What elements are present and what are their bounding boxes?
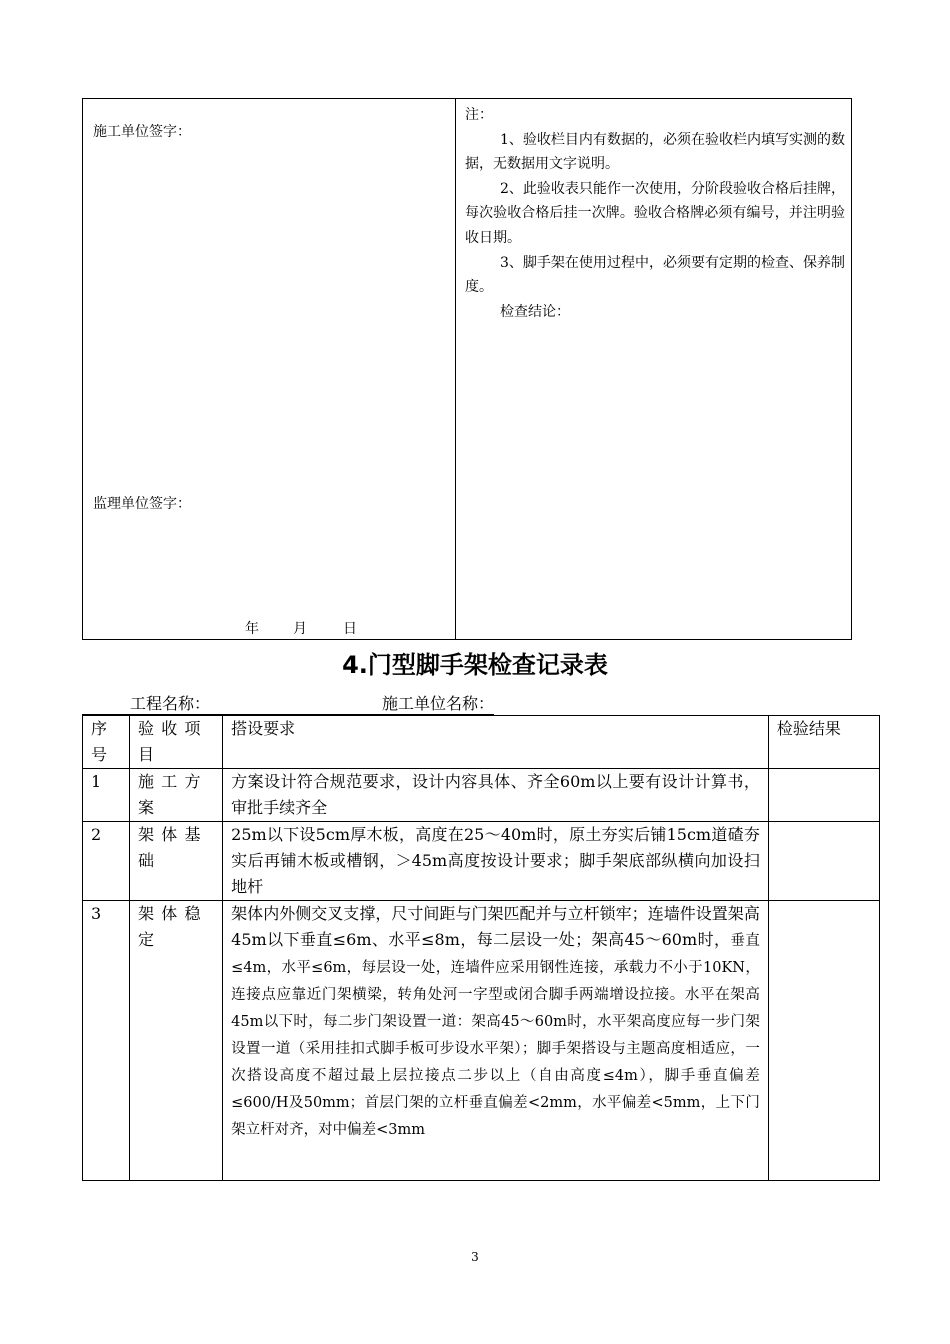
signature-notes-box: [82, 98, 852, 640]
project-name-label: 工程名称：: [82, 694, 336, 715]
row-result[interactable]: [768, 822, 879, 901]
contractor-name-label: 施工单位名称：: [336, 694, 494, 715]
table-header-row: [83, 716, 880, 769]
requirement-part-2: 垂直≤4m，水平≤6m，每层设一处，连墙件应采用钢性连接，承载力不小于10KN，连接点应靠近门架横梁，转角处河一字型或闭合脚手两端增设拉接。水平在架高45m以下时，每二步门架设置一道：架高45～60m时，水平架高度应每一步门架设置一道（采用挂扣式脚手板可步设水平架）；脚手架搭设与主题高度相适应，一次搭设高度不超过最上层拉接点二步以上（自由高度≤4m），脚手垂直偏差≤600/H及50mm；首层门架的立杆垂直偏差<2mm，水平偏差<5mm，上下门架立杆对齐，对中偏差<3mm: [231, 933, 760, 1138]
row-requirement: 25m以下设5cm厚木板，高度在25～40m时，原土夯实后铺15cm道碴夯实后再铺木板或槽钢，＞45m高度按设计要求；脚手架底部纵横向加设扫地杆: [223, 822, 769, 901]
row-no: 1: [83, 769, 130, 822]
table-row: [83, 822, 880, 901]
note-item-3: 3、脚手架在使用过程中，必须要有定期的检查、保养制度。: [465, 254, 845, 296]
notes-panel: [465, 103, 845, 324]
table-row: [83, 769, 880, 822]
row-requirement: 方案设计符合规范要求，设计内容具体、齐全60m以上要有设计计算书，审批手续齐全: [223, 769, 769, 822]
row-requirement: [223, 901, 769, 1181]
page-number: 3: [471, 1250, 479, 1264]
date-month-label: 月: [293, 621, 307, 637]
sign-date-row: [245, 620, 357, 638]
supervisor-sign-label: 监理单位签字：: [93, 496, 191, 512]
row-no: 2: [83, 822, 130, 901]
header-item: 验收项目: [130, 716, 223, 769]
notes-heading: 注：: [465, 107, 493, 123]
table-row: [83, 901, 880, 1181]
note-item-2: 2、此验收表只能作一次使用，分阶段验收合格后挂牌，每次验收合格后挂一次牌。验收合格牌必须有编号，并注明验收日期。: [465, 180, 845, 246]
row-item: 架体基础: [130, 822, 223, 901]
note-item-1: 1、验收栏目内有数据的，必须在验收栏内填写实测的数据，无数据用文字说明。: [465, 131, 845, 173]
project-info-line: [82, 694, 494, 715]
header-no: 序号: [83, 716, 130, 769]
inspection-table: [82, 715, 880, 1181]
header-result: 检验结果: [768, 716, 879, 769]
conclusion-label: 检查结论：: [500, 303, 570, 320]
row-result[interactable]: [768, 769, 879, 822]
header-requirement: 搭设要求: [223, 716, 769, 769]
date-day-label: 日: [343, 621, 357, 637]
row-result[interactable]: [768, 901, 879, 1181]
date-year-label: 年: [245, 621, 259, 637]
column-divider: [455, 99, 456, 639]
row-item: 架体稳定: [130, 901, 223, 1181]
section-title: 4.门型脚手架检查记录表: [342, 651, 608, 679]
row-no: 3: [83, 901, 130, 1181]
contractor-sign-label: 施工单位签字：: [93, 124, 191, 140]
requirement-part-1: 架体内外侧交叉支撑，尺寸间距与门架匹配并与立杆锁牢；连墙件设置架高45m以下垂直≤6m、水平≤8m，每二层设一处；架高45～60m时，: [231, 904, 760, 949]
row-item: 施工方案: [130, 769, 223, 822]
